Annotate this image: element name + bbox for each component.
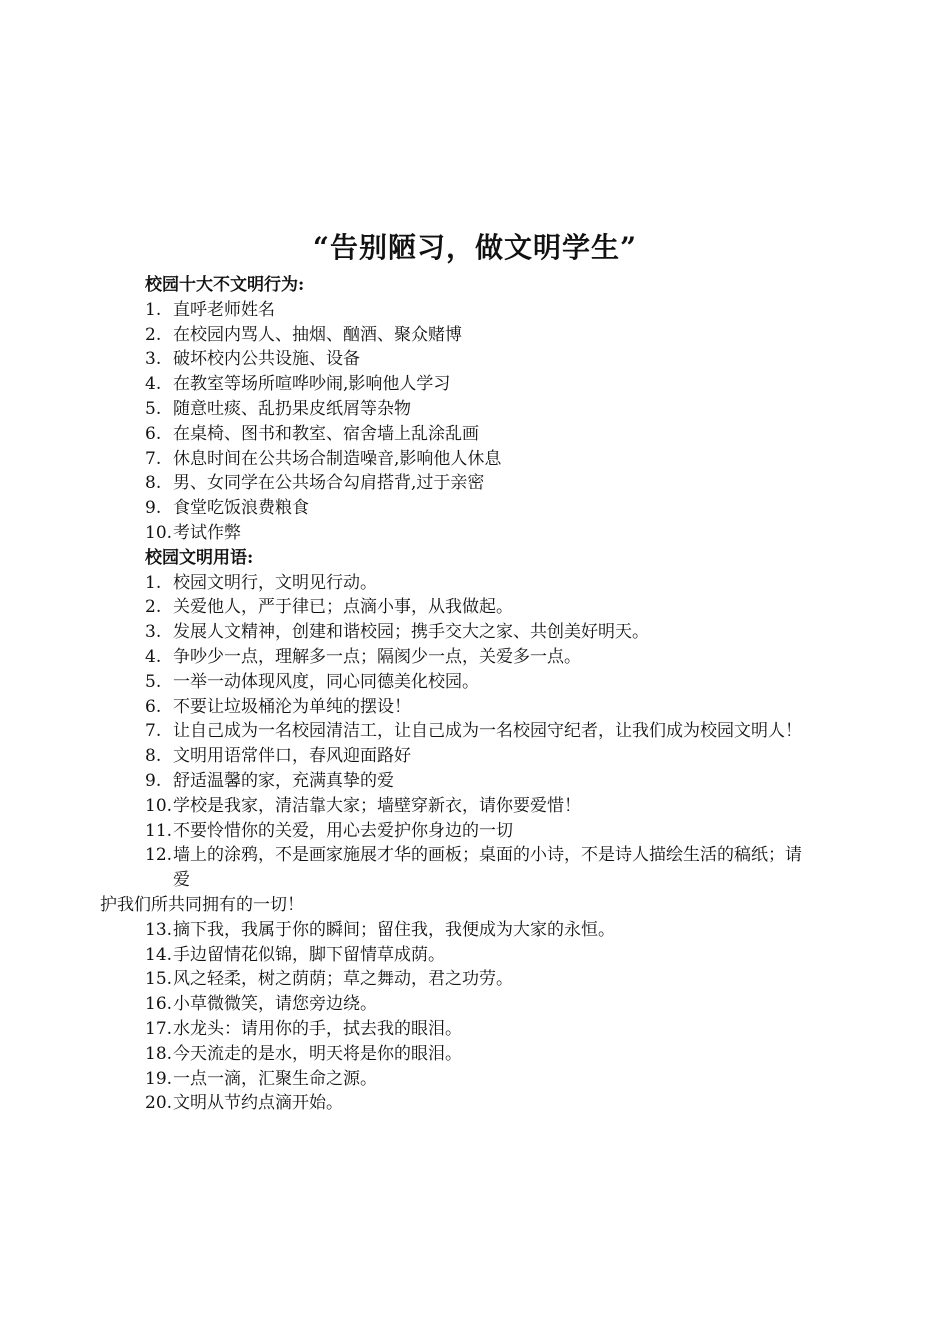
list-item-text: 不要让垃圾桶沦为单纯的摆设！ <box>173 696 411 717</box>
list-item-number: 5. <box>145 671 162 692</box>
list-item <box>145 744 815 769</box>
list-item <box>145 918 815 943</box>
list-item-number: 4. <box>145 374 162 395</box>
list-item-text: 随意吐痰、乱扔果皮纸屑等杂物 <box>173 398 411 419</box>
list-item-number: 13. <box>145 919 173 940</box>
list-item-text: 文明从节约点滴开始。 <box>173 1093 343 1114</box>
list-item-text: 休息时间在公共场合制造噪音,影响他人休息 <box>173 448 502 469</box>
list-item-number: 1. <box>145 299 162 320</box>
list-item-text: 不要怜惜你的关爱，用心去爱护你身边的一切 <box>173 820 513 841</box>
list-item <box>145 620 815 645</box>
list-item-text: 手边留情花似锦，脚下留情草成荫。 <box>173 944 445 965</box>
list-item-text: 校园文明行，文明见行动。 <box>173 572 377 593</box>
list-item-number: 3. <box>145 349 162 370</box>
list-item-number: 16. <box>145 994 173 1015</box>
document-body <box>100 273 815 1116</box>
list-item <box>145 1091 815 1116</box>
list-item-number: 12. <box>145 845 173 866</box>
list-item-text: 争吵少一点，理解多一点；隔阂少一点，关爱多一点。 <box>173 646 581 667</box>
list-item-number: 20. <box>145 1093 173 1114</box>
list-item-number: 7. <box>145 448 162 469</box>
list-item <box>145 843 815 893</box>
list-item <box>145 323 815 348</box>
list-item <box>145 1042 815 1067</box>
list-item-text: 一举一动体现风度，同心同德美化校园。 <box>173 671 479 692</box>
list-item <box>145 992 815 1017</box>
list-item-text: 一点一滴，汇聚生命之源。 <box>173 1068 377 1089</box>
list-item <box>145 372 815 397</box>
list-item-number: 9. <box>145 770 162 791</box>
list-item <box>145 819 815 844</box>
list-item <box>145 595 815 620</box>
section-heading-civil-phrases: 校园文明用语: <box>145 547 254 568</box>
list-item-text: 考试作弊 <box>173 522 241 543</box>
list-item-text: 破坏校内公共设施、设备 <box>173 349 360 370</box>
list-item-text: 让自己成为一名校园清洁工，让自己成为一名校园守纪者，让我们成为校园文明人！ <box>173 721 802 742</box>
list-item-text: 今天流走的是水，明天将是你的眼泪。 <box>173 1043 462 1064</box>
list-item-number: 19. <box>145 1068 173 1089</box>
page-title: “告别陋习，做文明学生” <box>312 231 638 264</box>
list-item-number: 18. <box>145 1043 173 1064</box>
list-item-text: 小草微微笑，请您旁边绕。 <box>173 994 377 1015</box>
list-item-text: 文明用语常伴口，春风迎面路好 <box>173 746 411 767</box>
list-item <box>145 521 815 546</box>
list-item-text: 在校园内骂人、抽烟、酗酒、聚众赌博 <box>173 324 462 345</box>
list-item-text: 男、女同学在公共场合勾肩搭背,过于亲密 <box>173 473 485 494</box>
list-item-number: 9. <box>145 498 162 519</box>
list-item <box>145 769 815 794</box>
list-item <box>145 967 815 992</box>
list-item-text: 舒适温馨的家，充满真挚的爱 <box>173 770 394 791</box>
list-item <box>145 571 815 596</box>
list-item-number: 15. <box>145 969 173 990</box>
section-heading-uncivil-behaviors: 校园十大不文明行为: <box>145 275 305 295</box>
list-item-text: 发展人文精神，创建和谐校园；携手交大之家、共创美好明天。 <box>173 622 649 643</box>
list-item <box>145 1017 815 1042</box>
list-item <box>145 1067 815 1092</box>
civil-phrase-list <box>145 571 815 893</box>
list-item-number: 5. <box>145 398 162 419</box>
list-item-number: 1. <box>145 572 162 593</box>
list-item-text: 水龙头：请用你的手，拭去我的眼泪。 <box>173 1018 462 1039</box>
list-item-text: 在桌椅、图书和教室、宿舍墙上乱涂乱画 <box>173 423 479 444</box>
list-item-text: 关爱他人，严于律已；点滴小事，从我做起。 <box>173 597 513 618</box>
list-item <box>145 397 815 422</box>
list-item-number: 8. <box>145 746 162 767</box>
list-item-number: 14. <box>145 944 173 965</box>
list-item-number: 6. <box>145 696 162 717</box>
list-item-number: 10. <box>145 795 173 816</box>
list-item-number: 7. <box>145 721 162 742</box>
list-item <box>145 298 815 323</box>
list-item <box>145 719 815 744</box>
list-item <box>145 645 815 670</box>
list-item-text: 摘下我，我属于你的瞬间；留住我，我便成为大家的永恒。 <box>173 919 615 940</box>
list-item-text: 墙上的涂鸦，不是画家施展才华的画板；桌面的小诗，不是诗人描绘生活的稿纸；请爱 <box>173 845 802 891</box>
list-item <box>145 347 815 372</box>
list-item-text: 直呼老师姓名 <box>173 299 275 320</box>
list-item <box>145 695 815 720</box>
list-item <box>145 422 815 447</box>
list-item-number: 17. <box>145 1018 173 1039</box>
list-item-text: 食堂吃饭浪费粮食 <box>173 498 309 519</box>
list-item <box>145 794 815 819</box>
list-item-text: 在教室等场所喧哗吵闹,影响他人学习 <box>173 374 451 395</box>
list-item-number: 4. <box>145 646 162 667</box>
list-item-text: 风之轻柔，树之荫荫；草之舞动，君之功劳。 <box>173 969 513 990</box>
list-item-number: 3. <box>145 622 162 643</box>
list-item-text: 学校是我家，清洁靠大家；墙壁穿新衣，请你要爱惜！ <box>173 795 581 816</box>
list-item <box>145 943 815 968</box>
list-item <box>145 496 815 521</box>
civil-phrase-list-continued <box>145 918 815 1116</box>
list-item-number: 11. <box>145 820 173 841</box>
list-item-number: 8. <box>145 473 162 494</box>
list-item-number: 6. <box>145 423 162 444</box>
list-item <box>145 471 815 496</box>
list-item <box>145 670 815 695</box>
list-item-number: 10. <box>145 522 173 543</box>
list-item-number: 2. <box>145 597 162 618</box>
list-item-number: 2. <box>145 324 162 345</box>
list-item-continuation: 护我们所共同拥有的一切！ <box>100 894 304 915</box>
uncivil-behavior-list <box>145 298 815 546</box>
list-item <box>145 447 815 472</box>
